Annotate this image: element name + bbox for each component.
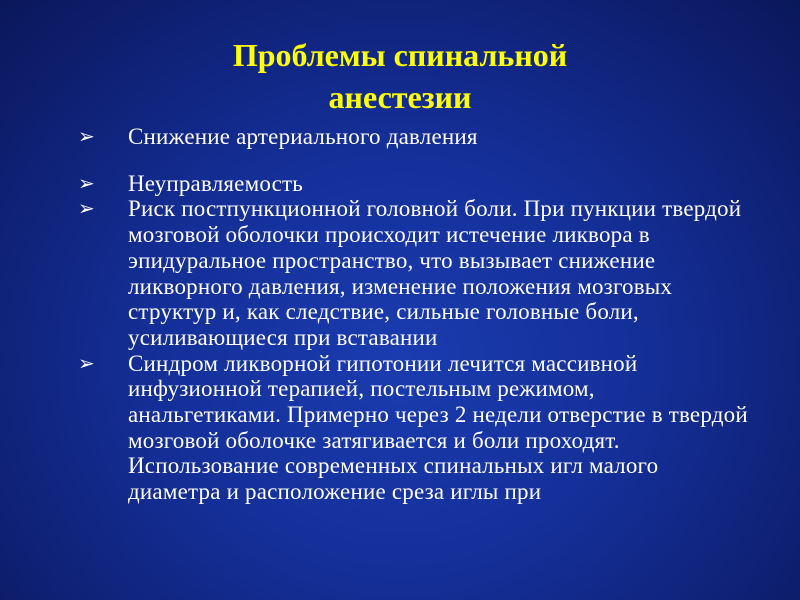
arrowhead-bullet-icon: ➢ bbox=[78, 124, 95, 148]
list-item-text: Неуправляемость bbox=[128, 170, 303, 196]
slide-title-line-2: анестезии bbox=[328, 79, 472, 115]
list-item bbox=[0, 171, 800, 197]
arrowhead-bullet-icon: ➢ bbox=[78, 170, 95, 195]
list-item-text: Риск постпункционной головной боли. При пункции твердой мозговой оболочки происходит истечение ликвора в эпидуральное пространство, что вызывает снижение ликворного давления, изменение положения мозговых структур и, как следствие, сильные головные боли, усиливающиеся при вставании bbox=[128, 196, 742, 350]
bullet-list bbox=[0, 124, 800, 505]
slide-title-line-1: Проблемы спинальной bbox=[232, 37, 568, 73]
list-item bbox=[0, 196, 800, 350]
list-item-text: Синдром ликворной гипотонии лечится массивной инфузионной терапией, постельным режимом, анальгетиками. Примерно через 2 недели отверстие в твердой мозговой оболочке затягивается и боли проходят. Использование современных спинальных игл малого диаметра и расположение среза иглы при bbox=[128, 350, 748, 505]
slide-title bbox=[0, 34, 800, 118]
list-item bbox=[0, 124, 800, 150]
arrowhead-bullet-icon: ➢ bbox=[78, 350, 95, 375]
list-item bbox=[0, 351, 800, 505]
list-item-text: Снижение артериального давления bbox=[128, 124, 478, 149]
arrowhead-bullet-icon: ➢ bbox=[78, 196, 95, 221]
